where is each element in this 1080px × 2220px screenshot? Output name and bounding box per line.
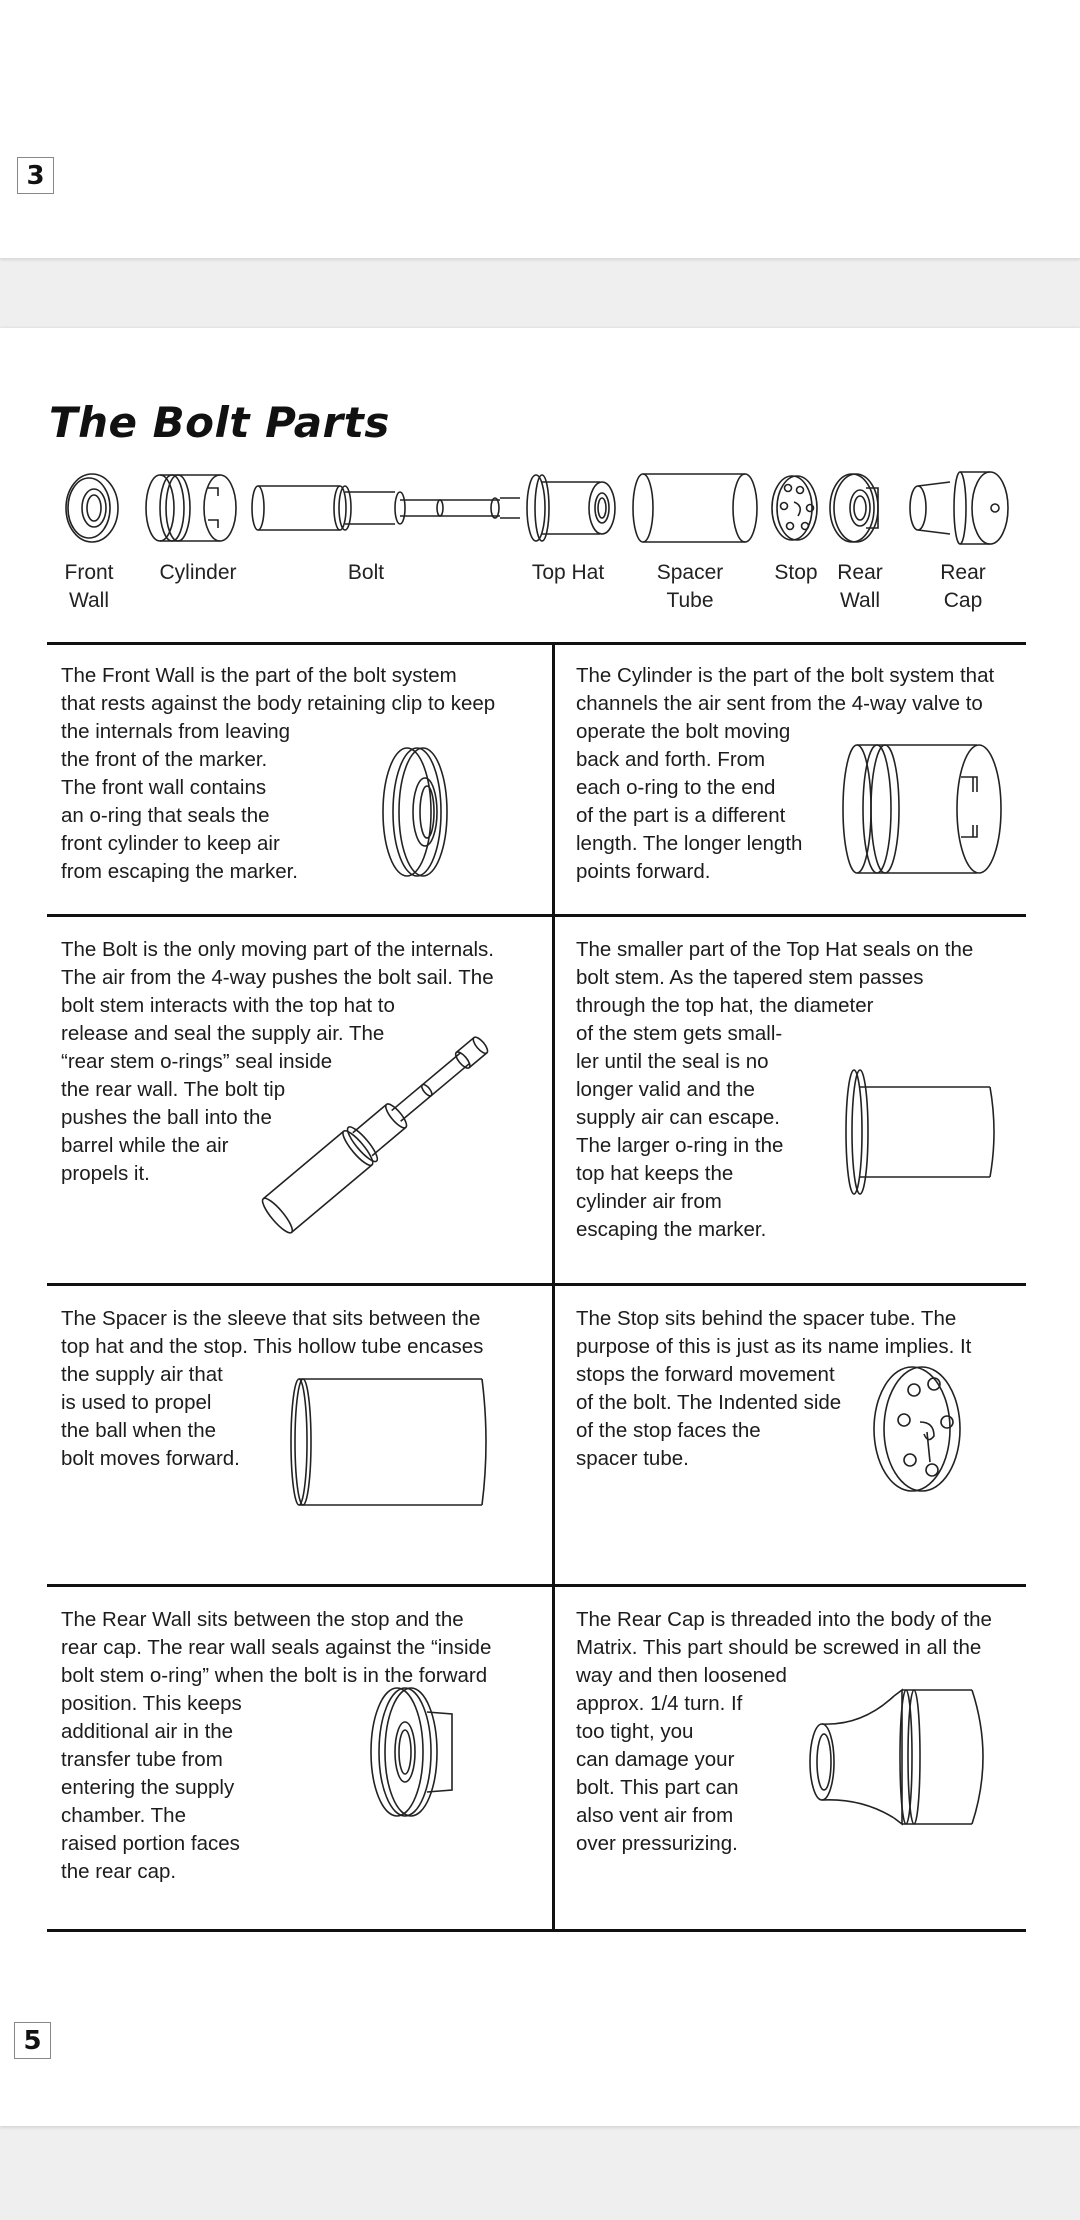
stop-icon: [772, 476, 817, 540]
grid-column-divider: [552, 642, 555, 1932]
parts-description-grid: [47, 642, 1026, 1932]
rear-cap-drawing-icon: [802, 1682, 1002, 1827]
cylinder-description: The Cylinder is the part of the bolt system that channels the air sent from the 4-way valve to operate the bolt moving back and forth. From each o-ring to the end of the part is a different length. The longer length points forward.: [576, 664, 995, 883]
part-label-spacer-tube: Spacer Tube: [656, 561, 724, 612]
front-wall-icon: [66, 474, 118, 542]
part-label-bolt: Bolt: [347, 561, 385, 584]
page-number: 3: [17, 157, 54, 194]
grid-divider: [47, 914, 1026, 917]
top-hat-icon: [527, 475, 615, 541]
page-title: The Bolt Parts: [49, 398, 390, 447]
stop-drawing-icon: [872, 1362, 972, 1497]
cylinder-icon: [146, 475, 236, 541]
front-wall-drawing-icon: [377, 742, 457, 882]
part-label-front-wall: Front Wall: [64, 561, 114, 612]
grid-divider: [47, 1584, 1026, 1587]
part-label-stop: Stop: [774, 561, 818, 584]
rear-wall-icon: [830, 474, 878, 542]
spacer-tube-drawing-icon: [287, 1372, 497, 1512]
part-label-top-hat: Top Hat: [531, 561, 605, 584]
front-wall-description: The Front Wall is the part of the bolt system that rests against the body retaining clip to keep the internals from leaving the front of the marker. The front wall contains an o-ring that seals the front cylinder to keep air from escaping the marker.: [61, 664, 496, 883]
stop-description: The Stop sits behind the spacer tube. The purpose of this is just as its name implies. It stops the forward movement of the bolt. The Indented side of the stop faces the spacer tube.: [576, 1307, 972, 1470]
rear-wall-drawing-icon: [367, 1682, 477, 1822]
grid-divider: [47, 642, 1026, 645]
bolt-drawing-icon: [227, 1017, 527, 1247]
spacer-tube-icon: [633, 474, 757, 542]
grid-divider: [47, 1929, 1026, 1932]
top-hat-drawing-icon: [840, 1067, 1000, 1197]
part-label-rear-wall: Rear Wall: [837, 561, 883, 612]
previous-page: [0, 0, 1080, 258]
page-number: 5: [14, 2022, 51, 2059]
rear-wall-description: The Rear Wall sits between the stop and the rear cap. The rear wall seals against the “inside bolt stem o-ring” when the bolt is in the forward position. This keeps additional air in the transfer tube from entering the supply chamber. The raised portion faces the rear cap.: [61, 1608, 492, 1883]
bolt-description: The Bolt is the only moving part of the internals. The air from the 4-way pushes the bolt sail. The bolt stem interacts with the top hat to release and seal the supply air. The “rear stem o-rings” seal inside the rear wall. The bolt tip pushes the ball into the barrel while the air propels it.: [61, 938, 495, 1185]
rear-cap-description: The Rear Cap is threaded into the body of the Matrix. This part should be screwed in all the way and then loosened approx. 1/4 turn. If too tight, you can damage your bolt. This part can also vent air from over pressurizing.: [576, 1608, 992, 1855]
grid-divider: [47, 1283, 1026, 1286]
rear-cap-icon: [910, 472, 1008, 544]
document-page: [0, 328, 1080, 2126]
cylinder-drawing-icon: [837, 737, 1007, 882]
bolt-icon: [252, 486, 520, 530]
part-label-cylinder: Cylinder: [159, 561, 237, 584]
spacer-description: The Spacer is the sleeve that sits between the top hat and the stop. This hollow tube encases the supply air that is used to propel the ball when the bolt moves forward.: [61, 1307, 484, 1470]
part-label-rear-cap: Rear Cap: [940, 561, 986, 612]
parts-lineup: [0, 468, 1080, 612]
top-hat-description: The smaller part of the Top Hat seals on the bolt stem. As the tapered stem passes through the top hat, the diameter of the stem gets small- ler until the seal is no longer valid and the supply air can escape. The larger o-ring in the top hat keeps the cylinder air from escaping the marker.: [576, 938, 974, 1241]
